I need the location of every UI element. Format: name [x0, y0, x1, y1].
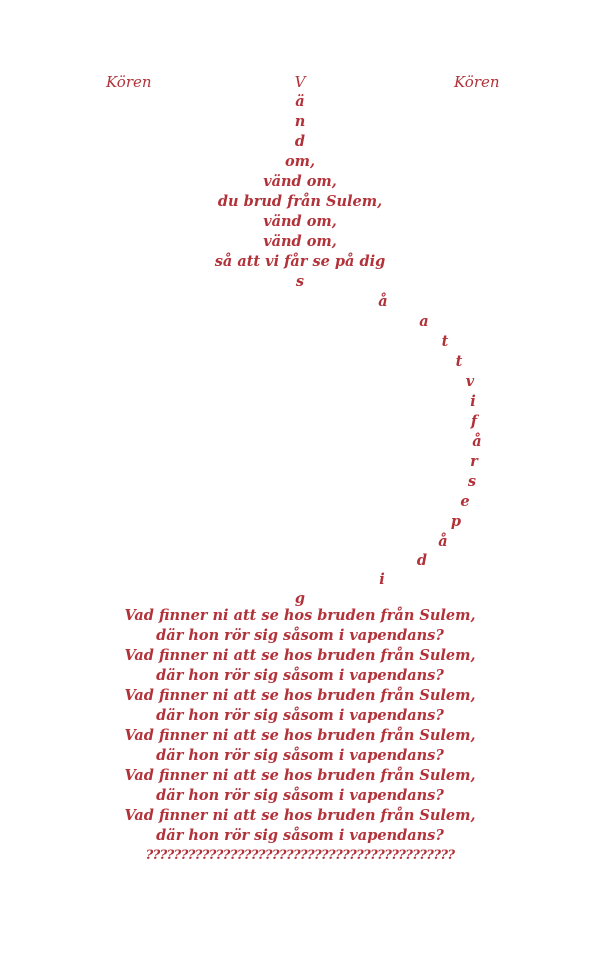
stanza-line: så att vi får se på dig [214, 253, 386, 270]
curve-letter: å [472, 433, 482, 450]
refrain-line: Vad finner ni att se hos bruden från Sulem, [124, 767, 476, 784]
refrain-line: Vad finner ni att se hos bruden från Sulem, [124, 607, 476, 624]
refrain-line: där hon rör sig såsom i vapendans? [156, 747, 444, 764]
curve-letter: i [379, 571, 385, 588]
curve-letter: d [416, 552, 428, 569]
stanza-line: du brud från Sulem, [217, 193, 383, 210]
curve-letter: s [467, 473, 477, 490]
refrain-line: Vad finner ni att se hos bruden från Sulem, [124, 647, 476, 664]
vertical-letter: d [294, 133, 306, 150]
speaker-label-right: Kören [454, 73, 500, 91]
curve-letter: a [419, 313, 429, 330]
stanza-line: vänd om, [263, 213, 337, 230]
question-mark-line: ???????????????????????????????????????????? [145, 848, 455, 863]
curve-letter: å [438, 533, 448, 550]
curve-letter: i [470, 393, 476, 410]
curve-letter: e [460, 493, 470, 510]
refrain-line: där hon rör sig såsom i vapendans? [156, 707, 444, 724]
refrain-line: Vad finner ni att se hos bruden från Sulem, [124, 807, 476, 824]
vertical-letter: n [294, 113, 306, 130]
vertical-letter: ä [295, 93, 305, 110]
refrain-line: där hon rör sig såsom i vapendans? [156, 787, 444, 804]
refrain-line: där hon rör sig såsom i vapendans? [156, 627, 444, 644]
curve-letter: f [470, 413, 478, 430]
refrain-line: där hon rör sig såsom i vapendans? [156, 667, 444, 684]
curve-letter: s [295, 273, 305, 290]
curve-letter: g [294, 590, 306, 607]
refrain-block [0, 606, 600, 846]
curve-letter: å [378, 293, 388, 310]
refrain-line: där hon rör sig såsom i vapendans? [156, 827, 444, 844]
stanza-line: vänd om, [263, 233, 337, 250]
refrain-line: Vad finner ni att se hos bruden från Sulem, [124, 727, 476, 744]
stanza-line: vänd om, [263, 173, 337, 190]
curve-letter: t [441, 333, 449, 350]
curve-letter: t [455, 353, 463, 370]
curve-letter: v [465, 373, 475, 390]
curve-letter: p [450, 513, 462, 530]
vertical-letter: V [294, 73, 306, 91]
stanza-line: om, [284, 153, 316, 170]
refrain-line: Vad finner ni att se hos bruden från Sulem, [124, 687, 476, 704]
curve-letter: r [470, 453, 478, 470]
speaker-label-left: Kören [106, 73, 152, 91]
